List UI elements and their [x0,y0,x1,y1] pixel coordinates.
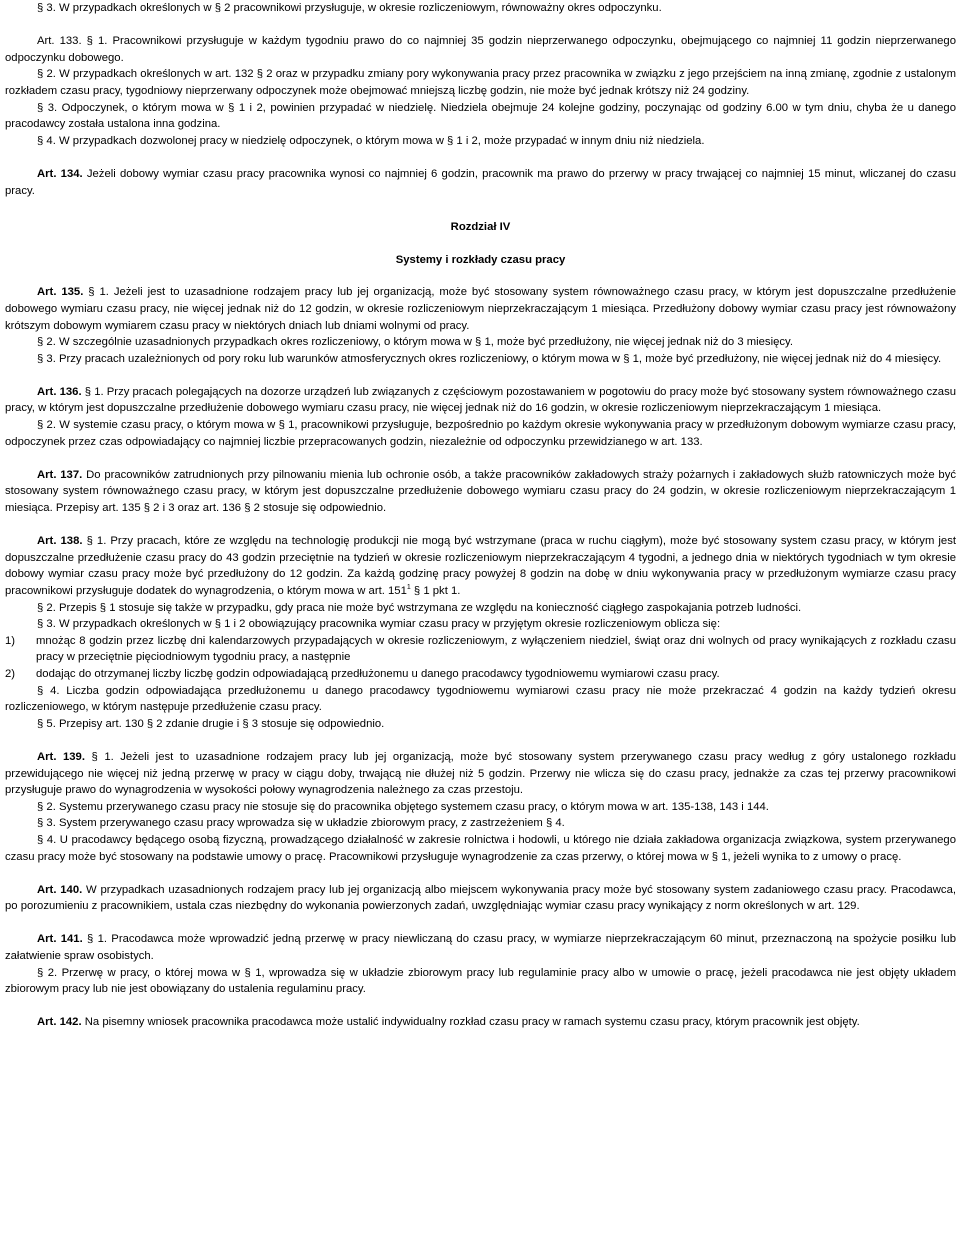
article-133-p1: Art. 133. § 1. Pracownikowi przysługuje w każdym tygodniu prawo do co najmniej 35 godzin nieprzerwanego odpoczynku, obejmującego co najmniej 11 godzin nieprzerwanego odpoczynku dobowego. [5,35,956,64]
chapter-title: Systemy i rozkłady czasu pracy [395,253,566,266]
chapter-heading: Rozdział IV [450,221,511,234]
article-133-p2: § 2. W przypadkach określonych w art. 132 § 2 oraz w przypadku zmiany pory wykonywania pracy przez pracownika w związku z jego przejściem na inną zmianę, zgodnie z ustalonym rozkładem czasu pracy, tygodniowy nieprzerwany odpoczynek może obejmować mniejszą liczbę godzin, nie może być jednak krótszy niż 24 godziny. [5,68,956,97]
article-139-p4: § 4. U pracodawcy będącego osobą fizyczną, prowadzącego działalność w zakresie rolnictwa i hodowli, u którego nie działa zakładowa organizacja związkowa, system przerywanego czasu pracy może być stosowany na podstawie umowy o pracę. Pracownikowi przysługuje wynagrodzenie za czas przerwy, o której mowa w § 1, jeżeli wynika to z umowy o pracę. [5,833,956,863]
article-136-p1: Art. 136. § 1. Przy pracach polegających na dozorze urządzeń lub związanych z częściowym pozostawaniem w pogotowiu do pracy może być stosowany system równoważnego czasu pracy, w którym jest dopuszczalne przedłużenie dobowego wymiaru czasu pracy, nie więcej jednak niż do 16 godzin, w okresie rozliczeniowym nieprzekraczającym 1 miesiąca. [5,385,956,415]
paragraph: § 3. W przypadkach określonych w § 2 pracownikowi przysługuje, w okresie rozliczeniowym, równoważny okres odpoczynku. [37,2,662,14]
article-label: Art. 142. [37,1016,82,1029]
article-135-p3: § 3. Przy pracach uzależnionych od pory roku lub warunków atmosferycznych okres rozliczeniowy, o którym mowa w § 1, może być przedłużony, nie więcej jednak niż do 4 miesięcy. [37,352,942,365]
article-137: Art. 137. Do pracowników zatrudnionych przy pilnowaniu mienia lub ochronie osób, a także pracowników zakładowych straży pożarnych i zakładowych służb ratowniczych może być stosowany system równoważnego czasu pracy, w którym jest dopuszczalne przedłużenie dobowego wymiaru czasu pracy do 24 godzin, w okresie rozliczeniowym nieprzekraczającym 1 miesiąca. Przepisy art. 135 § 2 i 3 oraz art. 136 § 2 stosuje się odpowiednio. [5,468,956,515]
list-item: 1) mnożąc 8 godzin przez liczbę dni kalendarzowych przypadających w okresie rozliczeniowym, z wyłączeniem niedziel, świąt oraz dni wolnych od pracy wynikających z rozkładu czasu pracy w przeciętnie pięciodniowym tygodniu pracy, a następnie [5,634,956,664]
article-label: Art. 136. [37,385,82,398]
article-134: Art. 134. Jeżeli dobowy wymiar czasu pracy pracownika wynosi co najmniej 6 godzin, pracownik ma prawo do przerwy w pracy trwającej co najmniej 15 minut, wliczanej do czasu pracy. [5,167,956,197]
article-label: Art. 135. [37,286,84,299]
article-139-p1: Art. 139. § 1. Jeżeli jest to uzasadnione rodzajem pracy lub jej organizacją, może być stosowany system przerywanego czasu pracy według z góry ustalonego rozkładu przewidującego nie więcej niż jedną przerwę w pracy w ciągu doby, trwającą nie dłużej niż 5 godzin. Przerwy nie wlicza się do czasu pracy, jednakże za czas tej przerwy pracownikowi przysługuje prawo do wynagrodzenia w wysokości połowy wynagrodzenia należnego za czas przestoju. [5,750,956,797]
list-number: 2) [5,667,16,680]
superscript: 1 [406,584,411,592]
article-label: Art. 134. [37,167,83,180]
article-135-p2: § 2. W szczególnie uzasadnionych przypadkach okres rozliczeniowy, o którym mowa w § 1, może być przedłużony, nie więcej jednak niż do 3 miesięcy. [37,336,793,349]
article-133-p4: § 4. W przypadkach dozwolonej pracy w niedzielę odpoczynek, o którym mowa w § 1 i 2, może przypadać w innym dniu niż niedziela. [37,134,705,147]
article-138-p1: Art. 138. § 1. Przy pracach, które ze względu na technologię produkcji nie mogą być wstrzymane (praca w ruchu ciągłym), może być stosowany system czasu pracy, w którym jest dopuszczalne przedłużenie czasu pracy do 43 godzin przeciętnie na tydzień w okresie rozliczeniowym nieprzekraczającym 4 tygodni, a jednego dnia w niektórych tygodniach w tym okresie dobowy wymiar czasu pracy może być przedłużony do 12 godzin. Za każdą godzinę pracy powyżej 8 godzin na dobę w dniu wykonywania pracy w przedłużonym wymiarze czasu pracy pracownikowi przysługuje dodatek do wynagrodzenia, o którym mowa w art. $151^1$ § 1 pkt 1. [5,535,957,597]
article-141-p2: § 2. Przerwę w pracy, o której mowa w § 1, wprowadza się w układzie zbiorowym pracy lub regulaminie pracy albo w umowie o pracę, jeżeli pracodawca nie jest objęty układem zbiorowym pracy lub nie jest obowiązany do ustalenia regulaminu pracy. [5,966,956,996]
list-item: 2) dodając do otrzymanej liczby liczbę godzin odpowiadającą przedłużonemu u danego pracodawcy tygodniowemu wymiarowi czasu pracy. [5,666,956,683]
article-141-p1: Art. 141. § 1. Pracodawca może wprowadzić jedną przerwę w pracy niewliczaną do czasu pracy, w wymiarze nieprzekraczającym 60 minut, przeznaczoną na spożycie posiłku lub załatwienie spraw osobistych. [5,933,956,963]
article-138-p3: § 3. W przypadkach określonych w § 1 i 2 obowiązujący pracownika wymiar czasu pracy w przyjętym okresie rozliczeniowym oblicza się: [37,618,721,631]
article-133-p3: § 3. Odpoczynek, o którym mowa w § 1 i 2, powinien przypadać w niedzielę. Niedziela obejmuje 24 kolejne godziny, poczynając od godziny 6.00 w tym dniu, chyba że u danego pracodawcy została ustalona inna godzina. [5,101,956,131]
article-label: Art. 133. [37,35,82,48]
article-142: Art. 142. Na pisemny wniosek pracownika pracodawca może ustalić indywidualny rozkład czasu pracy w ramach systemu czasu pracy, którym pracownik jest objęty. [37,1016,860,1029]
article-label: Art. 139. [37,750,85,763]
article-label: Art. 138. [37,535,83,548]
article-label: Art. 137. [37,468,83,481]
article-136-p2: § 2. W systemie czasu pracy, o którym mowa w § 1, pracownikowi przysługuje, bezpośrednio po każdym okresie wykonywania pracy w przedłużonym dobowym wymiarze czasu pracy, odpoczynek przez czas odpowiadający co najmniej liczbie przepracowanych godzin, niezależnie od odpoczynku przewidzianego w art. 133. [5,419,956,448]
list-number: 1) [5,634,16,647]
article-138-p5: § 5. Przepisy art. 130 § 2 zdanie drugie i § 3 stosuje się odpowiednio. [37,717,385,730]
article-138-p4: § 4. Liczba godzin odpowiadająca przedłużonemu u danego pracodawcy tygodniowemu wymiarowi czasu pracy nie może przekraczać 4 godzin na każdy tydzień okresu rozliczeniowego, w którym następuje przedłużenie czasu pracy. [5,684,956,714]
article-label: Art. 140. [37,883,83,896]
article-135-p1: Art. 135. § 1. Jeżeli jest to uzasadnione rodzajem pracy lub jej organizacją, może być stosowany system równoważnego czasu pracy, w którym jest dopuszczalne przedłużenie dobowego wymiaru czasu pracy, nie więcej jednak niż do 12 godzin, w okresie rozliczeniowym nieprzekraczającym 1 miesiąca. Przedłużony dobowy wymiar czasu pracy jest równoważony krótszym dobowym wymiarem czasu pracy w niektórych dniach lub dniami wolnymi od pracy. [5,286,956,332]
article-label: Art. 141. [37,933,83,946]
article-140: Art. 140. W przypadkach uzasadnionych rodzajem pracy lub jej organizacją albo miejscem wykonywania pracy może być stosowany system zadaniowego czasu pracy. Pracodawca, po porozumieniu z pracownikiem, ustala czas niezbędny do wykonania powierzonych zadań, uwzględniając wymiar czasu pracy wynikający z norm określonych w art. 129. [5,883,956,913]
article-139-p2: § 2. Systemu przerywanego czasu pracy nie stosuje się do pracownika objętego systemem czasu pracy, o którym mowa w art. 135-138, 143 i 144. [37,800,769,813]
article-138-p2: § 2. Przepis § 1 stosuje się także w przypadku, gdy praca nie może być wstrzymana ze względu na konieczność ciągłego zaspokajania potrzeb ludności. [37,601,802,614]
article-139-p3: § 3. System przerywanego czasu pracy wprowadza się w układzie zbiorowym pracy, z zastrzeżeniem § 4. [37,817,565,830]
